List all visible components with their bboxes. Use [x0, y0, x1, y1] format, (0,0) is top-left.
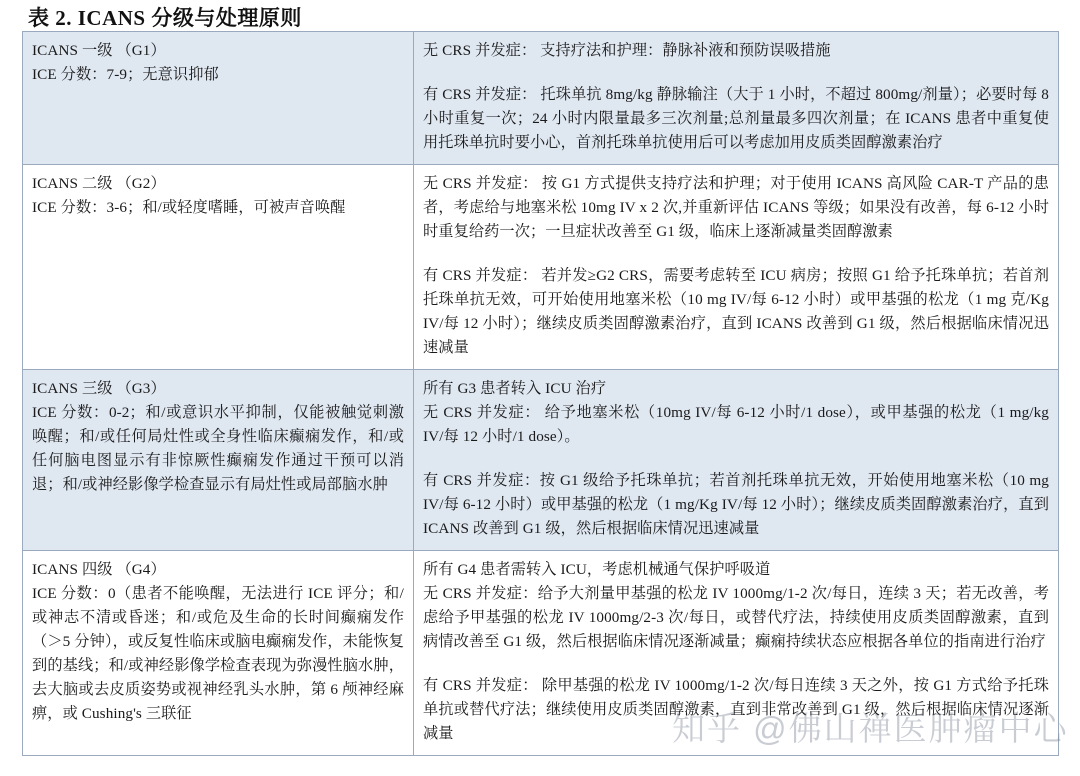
- icu-text-g4: 所有 G4 患者需转入 ICU，考虑机械通气保护呼吸道: [423, 561, 771, 579]
- table-cell-criteria-g2: [23, 165, 414, 370]
- grade-label-g2: ICANS 二级 （G2）: [32, 175, 166, 193]
- icans-grading-table: [22, 31, 1059, 756]
- with-crs-text-g2: 有 CRS 并发症： 若并发≥G2 CRS，需要考虑转至 ICU 病房；按照 G1 给予托珠单抗；若首剂托珠单抗无效，可开始使用地塞米松（10 mg IV/每 6-12 小时）或甲基强的松龙（1 mg 克/Kg IV/每 12 小时）；继续皮质类固醇激素治疗，直到 ICANS 改善到 G1 级，然后根据临床情况迅速减量: [423, 267, 1049, 357]
- with-crs-text-g3: 有 CRS 并发症：按 G1 级给予托珠单抗；若首剂托珠单抗无效，开始使用地塞米松（10 mg IV/每 6-12 小时）或甲基强的松龙（1 mg/Kg IV/每 12 小时）；继续皮质类固醇激素治疗，直到 ICANS 改善到 G1 级，然后根据临床情况迅速减量: [423, 472, 1049, 538]
- table-row: [23, 165, 1059, 370]
- table-cell-criteria-g1: [23, 32, 414, 165]
- no-crs-text-g2: 无 CRS 并发症： 按 G1 方式提供支持疗法和护理；对于使用 ICANS 高风险 CAR-T 产品的患者，考虑给与地塞米松 10mg IV x 2 次,并重新评估 ICANS 等级；如果没有改善，每 6-12 小时时重复给药一次；一旦症状改善至 G1 级，临床上逐渐减量类固醇激素: [423, 175, 1049, 241]
- grade-label-g1: ICANS 一级 （G1）: [32, 42, 166, 59]
- ice-score-g1: ICE 分数：7-9；无意识抑郁: [32, 66, 219, 84]
- no-crs-text-g1: 无 CRS 并发症： 支持疗法和护理：静脉补液和预防误吸措施: [423, 42, 831, 59]
- ice-score-g4: ICE 分数：0（患者不能唤醒，无法进行 ICE 评分；和/或神志不清或昏迷；和/或危及生命的长时间癫痫发作（＞5 分钟），或反复性临床或脑电癫痫发作，未能恢复到的基线；和/或神经影像学检查表现为弥漫性脑水肿，去大脑或去皮质姿势或视神经乳头水肿，第 6 颅神经麻痹，或 Cushing's 三联征: [32, 585, 404, 723]
- table-row: [23, 32, 1059, 165]
- table-cell-criteria-g4: [23, 551, 414, 756]
- ice-score-g3: ICE 分数：0-2；和/或意识水平抑制，仅能被触觉刺激唤醒；和/或任何局灶性或全身性临床癫痫发作，和/或任何脑电图显示有非惊厥性癫痫发作通过干预可以消退；和/或神经影像学检查显示有局灶性或局部脑水肿: [32, 404, 404, 494]
- grade-label-g4: ICANS 四级 （G4）: [32, 561, 166, 579]
- table-cell-management-g3: [414, 370, 1059, 551]
- no-crs-text-g3: 无 CRS 并发症： 给予地塞米松（10mg IV/每 6-12 小时/1 dose），或甲基强的松龙（1 mg/kg IV/每 12 小时/1 dose）。: [423, 404, 1049, 446]
- table-row: [23, 551, 1059, 756]
- table-cell-criteria-g3: [23, 370, 414, 551]
- grade-label-g3: ICANS 三级 （G3）: [32, 380, 166, 398]
- table-cell-management-g2: [414, 165, 1059, 370]
- with-crs-text-g1: 有 CRS 并发症： 托珠单抗 8mg/kg 静脉输注（大于 1 小时，不超过 800mg/剂量）；必要时每 8 小时重复一次；24 小时内限量最多三次剂量;总剂量最多四次剂量；在 ICANS 患者中重复使用托珠单抗时要小心，首剂托珠单抗使用后可以考虑加用皮质类固醇激素治疗: [423, 86, 1049, 152]
- page-title: 表 2. ICANS 分级与处理原则: [28, 6, 302, 30]
- with-crs-text-g4: 有 CRS 并发症： 除甲基强的松龙 IV 1000mg/1-2 次/每日连续 3 天之外，按 G1 方式给予托珠单抗或替代疗法；继续使用皮质类固醇激素，直到非常改善到 G1 级，然后根据临床情况逐渐减量: [423, 677, 1049, 743]
- table-cell-management-g4: [414, 551, 1059, 756]
- no-crs-text-g4: 无 CRS 并发症：给予大剂量甲基强的松龙 IV 1000mg/1-2 次/每日，连续 3 天；若无改善，考虑给予甲基强的松龙 IV 1000mg/2-3 次/每日，或替代疗法，持续使用皮质类固醇激素，直到病情改善至 G1 级，然后根据临床情况逐渐减量；癫痫持续状态应根据各单位的指南进行治疗: [423, 585, 1049, 651]
- ice-score-g2: ICE 分数：3-6；和/或轻度嗜睡，可被声音唤醒: [32, 199, 346, 217]
- table-cell-management-g1: [414, 32, 1059, 165]
- watermark: 知乎 @佛山禅医肿瘤中心: [672, 710, 1069, 747]
- icu-text-g3: 所有 G3 患者转入 ICU 治疗: [423, 380, 607, 398]
- table-row: [23, 370, 1059, 551]
